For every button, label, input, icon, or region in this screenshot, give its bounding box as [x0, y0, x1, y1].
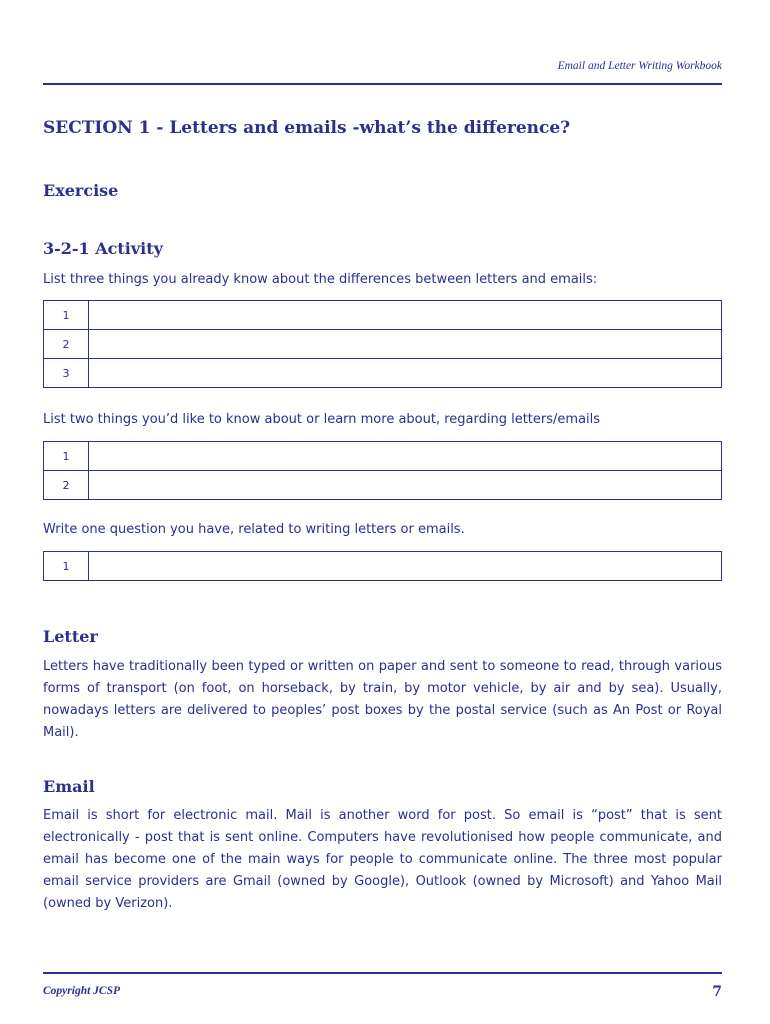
answer-row — [44, 552, 722, 581]
row-number: 1 — [44, 442, 89, 471]
answer-field[interactable] — [89, 301, 722, 330]
answer-field[interactable] — [89, 471, 722, 500]
answer-field[interactable] — [89, 330, 722, 359]
email-heading: Email — [43, 777, 95, 796]
section-title: SECTION 1 - Letters and emails -what’s the difference? — [43, 118, 571, 138]
answer-row — [44, 471, 722, 500]
workbook-title: Email and Letter Writing Workbook — [557, 60, 722, 72]
answer-table-one — [43, 551, 722, 581]
email-paragraph: Email is short for electronic mail. Mail is another word for post. So email is “post” that is sent electronically - post that is sent online. Computers have revolutionised how people communicate, and email has become one of the main ways for people to communicate online. The three most popular email service providers are Gmail (owned by Google), Outlook (owned by Microsoft) and Yahoo Mail (owned by Verizon). — [43, 808, 722, 911]
answer-field[interactable] — [89, 359, 722, 388]
answer-field[interactable] — [89, 552, 722, 581]
row-number: 1 — [44, 301, 89, 330]
answer-row — [44, 301, 722, 330]
answer-table-two — [43, 441, 722, 500]
prompt-one-question: Write one question you have, related to writing letters or emails. — [43, 522, 465, 537]
prompt-two-things: List two things you’d like to know about or learn more about, regarding letters/emails — [43, 412, 601, 427]
row-number: 3 — [44, 359, 89, 388]
footer-divider — [43, 972, 722, 974]
answer-field[interactable] — [89, 442, 722, 471]
row-number: 1 — [44, 552, 89, 581]
row-number: 2 — [44, 330, 89, 359]
row-number: 2 — [44, 471, 89, 500]
answer-row — [44, 359, 722, 388]
prompt-three-things: List three things you already know about the differences between letters and emails: — [43, 272, 598, 287]
answer-row — [44, 330, 722, 359]
letter-heading: Letter — [43, 627, 98, 646]
answer-table-three — [43, 300, 722, 388]
page-number: 7 — [712, 984, 722, 1000]
answer-row — [44, 442, 722, 471]
activity-heading: 3-2-1 Activity — [43, 239, 163, 258]
exercise-heading: Exercise — [43, 181, 119, 200]
copyright-text: Copyright JCSP — [43, 985, 121, 997]
letter-paragraph: Letters have traditionally been typed or written on paper and sent to someone to read, through various forms of transport (on foot, on horseback, by train, by motor vehicle, by air and by sea). Usually, nowadays letters are delivered to peoples’ post boxes by the postal service (such as An Post or Royal Mail). — [43, 659, 722, 740]
header-divider — [43, 83, 722, 85]
